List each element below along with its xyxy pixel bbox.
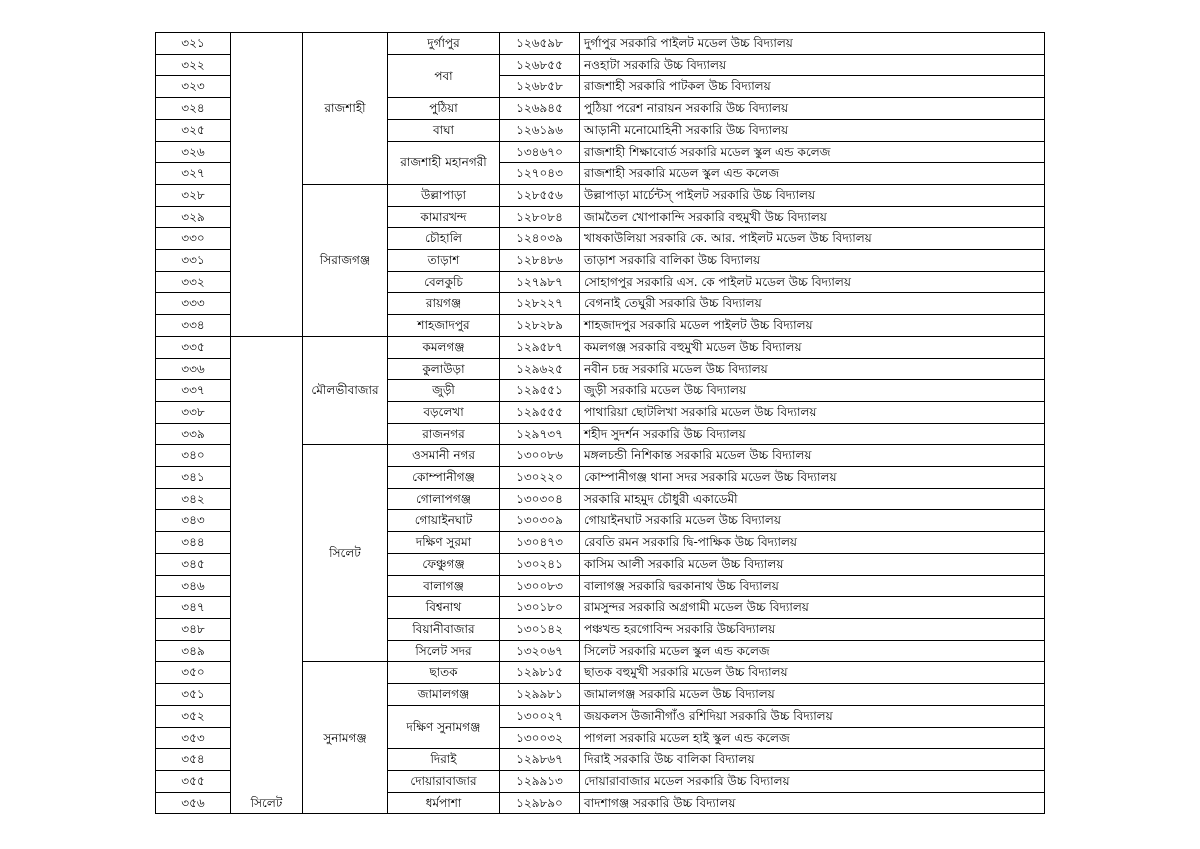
school-name-cell: পাগলা সরকারি মডেল হাই স্কুল এন্ড কলেজ [580,727,1045,749]
eiin-cell: ১২৮০৮৪ [500,206,580,228]
upazila-cell: দুর্গাপুর [388,33,500,55]
upazila-cell: কমলগঞ্জ [388,336,500,358]
school-name-cell: নওহাটা সরকারি উচ্চ বিদ্যালয় [580,54,1045,76]
serial-cell: ৩৪৯ [156,640,231,662]
upazila-cell: রায়গঞ্জ [388,293,500,315]
eiin-cell: ১৩০২২০ [500,467,580,489]
upazila-cell: বেলকুচি [388,271,500,293]
serial-cell: ৩৩৯ [156,423,231,445]
school-name-cell: গোয়াইনঘাট সরকারি মডেল উচ্চ বিদ্যালয় [580,510,1045,532]
upazila-cell: জামালগঞ্জ [388,684,500,706]
serial-cell: ৩৪০ [156,445,231,467]
serial-cell: ৩৩৮ [156,401,231,423]
upazila-cell: দক্ষিণ সুরমা [388,532,500,554]
serial-cell: ৩৩২ [156,271,231,293]
school-name-cell: বাদশাগঞ্জ সরকারি উচ্চ বিদ্যালয় [580,792,1045,814]
upazila-cell: দক্ষিণ সুনামগঞ্জ [388,705,500,748]
serial-cell: ৩৪৮ [156,618,231,640]
serial-cell: ৩২২ [156,54,231,76]
eiin-cell: ১২৯৮৯০ [500,792,580,814]
eiin-cell: ১২৯৬২৫ [500,358,580,380]
serial-cell: ৩৩৭ [156,380,231,402]
serial-cell: ৩২৩ [156,76,231,98]
serial-cell: ৩৪২ [156,488,231,510]
eiin-cell: ১২৮২৮৯ [500,315,580,337]
upazila-cell: বিয়ানীবাজার [388,618,500,640]
eiin-cell: ১৩০৩০৯ [500,510,580,532]
upazila-cell: উল্লাপাড়া [388,184,500,206]
upazila-cell: চৌহালি [388,228,500,250]
eiin-cell: ১২৯৮৬৭ [500,749,580,771]
upazila-cell: কুলাউড়া [388,358,500,380]
school-name-cell: নবীন চন্দ্র সরকারি মডেল উচ্চ বিদ্যালয় [580,358,1045,380]
school-name-cell: সোহাগপুর সরকারি এস. কে পাইলট মডেল উচ্চ বিদ্যালয় [580,271,1045,293]
eiin-cell: ১৩০৩০৪ [500,488,580,510]
district-cell: মৌলভীবাজার [303,336,388,445]
school-name-cell: শাহজাদপুর সরকারি মডেল পাইলট উচ্চ বিদ্যালয় [580,315,1045,337]
serial-cell: ৩২৬ [156,141,231,163]
school-name-cell: দোয়ারাবাজার মডেল সরকারি উচ্চ বিদ্যালয় [580,770,1045,792]
school-name-cell: কমলগঞ্জ সরকারি বহুমুখী মডেল উচ্চ বিদ্যালয় [580,336,1045,358]
school-name-cell: দিরাই সরকারি উচ্চ বালিকা বিদ্যালয় [580,749,1045,771]
serial-cell: ৩৫৩ [156,727,231,749]
school-name-cell: রামসুন্দর সরকারি অগ্রগামী মডেল উচ্চ বিদ্যালয় [580,597,1045,619]
eiin-cell: ১৩০৪৭৩ [500,532,580,554]
school-name-cell: পাথারিয়া ছোটলিখা সরকারি মডেল উচ্চ বিদ্যালয় [580,401,1045,423]
eiin-cell: ১২৯৮১৫ [500,662,580,684]
table-row [156,336,1045,358]
serial-cell: ৩৩৪ [156,315,231,337]
eiin-cell: ১২৮৫৫৬ [500,184,580,206]
serial-cell: ৩২৫ [156,119,231,141]
upazila-cell: ওসমানী নগর [388,445,500,467]
serial-cell: ৩৫৬ [156,792,231,814]
eiin-cell: ১৩০২৪১ [500,553,580,575]
school-name-cell: রেবতি রমন সরকারি দ্বি-পাক্ষিক উচ্চ বিদ্যালয় [580,532,1045,554]
upazila-cell: ফেঞ্চুগঞ্জ [388,553,500,575]
serial-cell: ৩৩৬ [156,358,231,380]
eiin-cell: ১২৬১৯৬ [500,119,580,141]
eiin-cell: ১২৭৯৮৭ [500,271,580,293]
eiin-cell: ১২৬৯৪৫ [500,98,580,120]
school-name-cell: জামালগঞ্জ সরকারি মডেল উচ্চ বিদ্যালয় [580,684,1045,706]
eiin-cell: ১৩০০২৭ [500,705,580,727]
upazila-cell: গোলাপগঞ্জ [388,488,500,510]
eiin-cell: ১২৯৫৮৭ [500,336,580,358]
upazila-cell: পুঠিয়া [388,98,500,120]
upazila-cell: কামারখন্দ [388,206,500,228]
school-list-table [155,32,1045,814]
school-name-cell: রাজশাহী শিক্ষাবোর্ড সরকারি মডেল স্কুল এন্ড কলেজ [580,141,1045,163]
serial-cell: ৩২৮ [156,184,231,206]
upazila-cell: বড়লেখা [388,401,500,423]
serial-cell: ৩৫১ [156,684,231,706]
eiin-cell: ১২৪০৩৯ [500,228,580,250]
serial-cell: ৩২৭ [156,163,231,185]
serial-cell: ৩৩৫ [156,336,231,358]
school-name-cell: শহীদ সুদর্শন সরকারি উচ্চ বিদ্যালয় [580,423,1045,445]
upazila-cell: বিশ্বনাথ [388,597,500,619]
eiin-cell: ১৩০১৪২ [500,618,580,640]
serial-cell: ৩৩০ [156,228,231,250]
upazila-cell: জুড়ী [388,380,500,402]
school-name-cell: বেগনাই তেঘুরী সরকারি উচ্চ বিদ্যালয় [580,293,1045,315]
eiin-cell: ১৩০০৩২ [500,727,580,749]
serial-cell: ৩৪১ [156,467,231,489]
serial-cell: ৩৫৫ [156,770,231,792]
serial-cell: ৩৫০ [156,662,231,684]
upazila-cell: ছাতক [388,662,500,684]
upazila-cell: পবা [388,54,500,97]
serial-cell: ৩২৯ [156,206,231,228]
school-name-cell: রাজশাহী সরকারি মডেল স্কুল এন্ড কলেজ [580,163,1045,185]
division-cell [231,33,303,337]
upazila-cell: দিরাই [388,749,500,771]
school-name-cell: কাসিম আলী সরকারি মডেল উচ্চ বিদ্যালয় [580,553,1045,575]
upazila-cell: বাঘা [388,119,500,141]
upazila-cell: দোয়ারাবাজার [388,770,500,792]
district-cell: সিলেট [303,445,388,662]
school-name-cell: মঙ্গলচন্ডী নিশিকান্ত সরকারি মডেল উচ্চ বিদ্যালয় [580,445,1045,467]
school-name-cell: তাড়াশ সরকারি বালিকা উচ্চ বিদ্যালয় [580,250,1045,272]
school-name-cell: খাষকাউলিয়া সরকারি কে. আর. পাইলট মডেল উচ্চ বিদ্যালয় [580,228,1045,250]
serial-cell: ৩৪৭ [156,597,231,619]
upazila-cell: কোম্পানীগঞ্জ [388,467,500,489]
upazila-cell: সিলেট সদর [388,640,500,662]
upazila-cell: গোয়াইনঘাট [388,510,500,532]
district-cell: সুনামগঞ্জ [303,662,388,814]
upazila-cell: রাজশাহী মহানগরী [388,141,500,184]
eiin-cell: ১৩০১৮০ [500,597,580,619]
table-body [156,33,1045,814]
upazila-cell: রাজনগর [388,423,500,445]
upazila-cell: শাহজাদপুর [388,315,500,337]
eiin-cell: ১২৭০৪৩ [500,163,580,185]
serial-cell: ৩২১ [156,33,231,55]
table-row [156,33,1045,55]
school-name-cell: বালাগঞ্জ সরকারি দ্বরকানাথ উচ্চ বিদ্যালয় [580,575,1045,597]
eiin-cell: ১৩২০৬৭ [500,640,580,662]
school-name-cell: উল্লাপাড়া মার্চেন্টস্ পাইলট সরকারি উচ্চ বিদ্যালয় [580,184,1045,206]
eiin-cell: ১২৯৭৩৭ [500,423,580,445]
school-name-cell: জুড়ী সরকারি মডেল উচ্চ বিদ্যালয় [580,380,1045,402]
eiin-cell: ১২৯৯৮১ [500,684,580,706]
serial-cell: ৩৪৫ [156,553,231,575]
school-name-cell: ছাতক বহুমুখী সরকারি মডেল উচ্চ বিদ্যালয় [580,662,1045,684]
eiin-cell: ১৩০০৮৬ [500,445,580,467]
eiin-cell: ১২৬৮৫৮ [500,76,580,98]
upazila-cell: ধর্মপাশা [388,792,500,814]
serial-cell: ৩৫৪ [156,749,231,771]
serial-cell: ৩৩৩ [156,293,231,315]
eiin-cell: ১৩৪৬৭০ [500,141,580,163]
serial-cell: ৩৪৬ [156,575,231,597]
school-name-cell: পুঠিয়া পরেশ নারায়ন সরকারি উচ্চ বিদ্যালয় [580,98,1045,120]
upazila-cell: তাড়াশ [388,250,500,272]
district-cell: রাজশাহী [303,33,388,185]
eiin-cell: ১২৯৯১৩ [500,770,580,792]
eiin-cell: ১২৯৫৫১ [500,380,580,402]
eiin-cell: ১২৮২২৭ [500,293,580,315]
school-name-cell: সরকারি মাহমুদ চৌধুরী একাডেমী [580,488,1045,510]
upazila-cell: বালাগঞ্জ [388,575,500,597]
school-name-cell: কোম্পানীগঞ্জ থানা সদর সরকারি মডেল উচ্চ বিদ্যালয় [580,467,1045,489]
eiin-cell: ১২৬৫৯৮ [500,33,580,55]
district-cell: সিরাজগঞ্জ [303,184,388,336]
school-name-cell: জামতৈল খোপাকান্দি সরকারি বহুমুখী উচ্চ বিদ্যালয় [580,206,1045,228]
school-name-cell: দুর্গাপুর সরকারি পাইলট মডেল উচ্চ বিদ্যালয় [580,33,1045,55]
serial-cell: ৩৩১ [156,250,231,272]
division-cell: সিলেট [231,336,303,813]
eiin-cell: ১২৯৫৫৫ [500,401,580,423]
eiin-cell: ১৩০০৮৩ [500,575,580,597]
serial-cell: ৩৪৪ [156,532,231,554]
serial-cell: ৩৪৩ [156,510,231,532]
eiin-cell: ১২৬৮৫৫ [500,54,580,76]
school-name-cell: জয়কলস উজানীগাঁও রশিদিয়া সরকারি উচ্চ বিদ্যালয় [580,705,1045,727]
school-name-cell: পঞ্চখন্ড হরগোবিন্দ সরকারি উচ্চবিদ্যালয় [580,618,1045,640]
school-name-cell: রাজশাহী সরকারি পাটকল উচ্চ বিদ্যালয় [580,76,1045,98]
school-name-cell: আড়ানী মনোমোহিনী সরকারি উচ্চ বিদ্যালয় [580,119,1045,141]
serial-cell: ৩২৪ [156,98,231,120]
school-name-cell: সিলেট সরকারি মডেল স্কুল এন্ড কলেজ [580,640,1045,662]
eiin-cell: ১২৮৪৮৬ [500,250,580,272]
serial-cell: ৩৫২ [156,705,231,727]
